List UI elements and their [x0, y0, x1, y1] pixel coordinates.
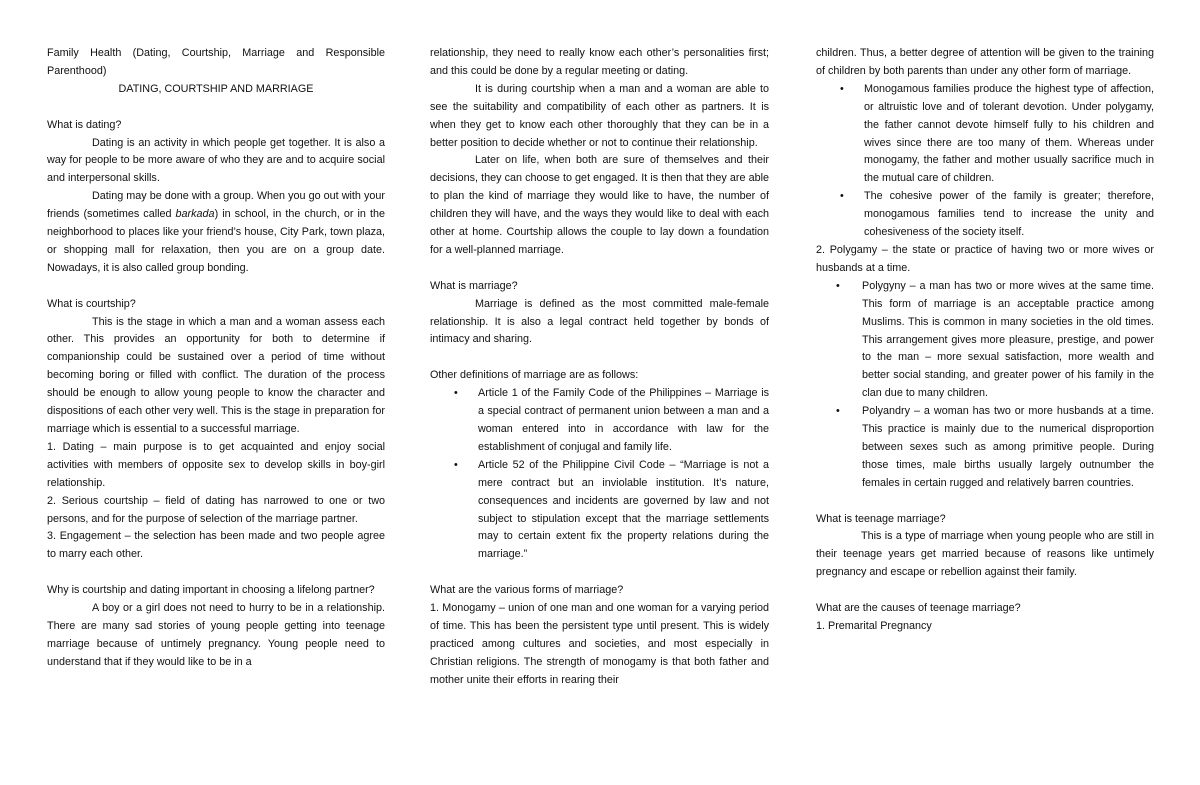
bullet-icon: •	[840, 82, 844, 95]
bullet-item: • The cohesive power of the family is greater; therefore, monogamous families tend to increase the unity and cohesiveness of the society itself.	[840, 190, 1154, 239]
paragraph: relationship, they need to really know each other’s personalities first; and this could be done by a regular meeting or dating.	[430, 47, 769, 77]
question-heading: What is teenage marriage?	[816, 512, 946, 525]
bullet-item: • Polygyny – a man has two or more wives at the same time. This form of marriage is an acceptable practice among Muslims. This is common in many societies in the old times. This arrangement gives more pleasure, prestige, and power to the man – more sexual satisfaction, more wealth and better social standing, and greater power of his family in the clan due to many children.	[836, 279, 1154, 400]
bullet-item: • Polyandry – a woman has two or more husbands at a time. This practice is mainly due to the numerical disproportion between sexes such as among primitive people. During those times, male births usually largely outnumber the females in certain rugged and relatively barren countries.	[836, 405, 1154, 489]
paragraph: Dating is an activity in which people get together. It is also a way for people to be more aware of who they are and to acquire social and interpersonal skills.	[47, 136, 385, 185]
numbered-item: 1. Monogamy – union of one man and one woman for a varying period of time. This has been the persistent type until present. This is widely practiced among cultures and societies, and most especially in Christian religions. The strength of monogamy is that both father and mother unite their efforts in rearing their	[430, 602, 769, 686]
bullet-item: • Article 1 of the Family Code of the Philippines – Marriage is a special contract of permanent union between a man and a woman entered into in accordance with law for the establishment of conjugal and family life.	[454, 387, 769, 453]
bullet-item: • Monogamous families produce the highest type of affection, or altruistic love and of tolerant devotion. Under polygamy, the father cannot devote himself fully to his children and wives since there are too many of them. Whereas under monogamy, the father and mother usually sacrifice much in the mutual care of children.	[840, 82, 1154, 185]
numbered-item: 1. Dating – main purpose is to get acquainted and enjoy social activities with members of opposite sex to develop skills in boy-girl relationship.	[47, 440, 385, 489]
paragraph: This is a type of marriage when young people who are still in their teenage years get married because of reasons like untimely pregnancy and escape or rebellion against their family.	[816, 530, 1154, 579]
question-heading: What is courtship?	[47, 297, 136, 310]
paragraph: Later on life, when both are sure of themselves and their decisions, they can choose to get engaged. It is then that they are able to plan the kind of marriage they would like to have, the number of children they will have, and the ways they would like to deal with each other at home. Courtship allows the couple to lay down a foundation for a well-planned marriage.	[430, 154, 769, 256]
list-intro: Other definitions of marriage are as follows:	[430, 369, 639, 382]
bullet-icon: •	[454, 458, 458, 471]
numbered-item: 1. Premarital Pregnancy	[816, 619, 932, 632]
numbered-item: 3. Engagement – the selection has been made and two people agree to marry each other.	[47, 530, 385, 561]
paragraph: children. Thus, a better degree of attention will be given to the training of children by both parents than under any other form of marriage.	[816, 47, 1154, 77]
bullet-icon: •	[836, 279, 840, 292]
bullet-icon: •	[454, 387, 458, 400]
numbered-item: 2. Serious courtship – field of dating has narrowed to one or two persons, and for the purpose of selection of the marriage partner.	[47, 494, 385, 525]
paragraph: Marriage is defined as the most committed male-female relationship. It is also a legal contract held together by bonds of intimacy and sharing.	[430, 297, 769, 346]
column-1	[47, 45, 385, 672]
question-heading: Why is courtship and dating important in choosing a lifelong partner?	[47, 584, 375, 597]
document-title: Family Health (Dating, Courtship, Marriage and Responsible Parenthood)	[47, 47, 385, 77]
paragraph: Dating may be done with a group. When you go out with your friends (sometimes called barkada) in school, in the church, or in the neighborhood to places like your friend’s house, City Park, town plaza, or shopping mall for relaxation, then you are on a group date. Nowadays, it is also called group bonding.	[47, 190, 385, 274]
numbered-item: 2. Polygamy – the state or practice of having two or more wives or husbands at a time.	[816, 243, 1154, 274]
question-heading: What is dating?	[47, 118, 122, 131]
column-3	[816, 45, 1154, 636]
question-heading: What are the causes of teenage marriage?	[816, 602, 1021, 615]
bullet-item: • Article 52 of the Philippine Civil Code – “Marriage is not a mere contract but an inviolable institution. It’s nature, consequences and incidents are governed by law and not subject to stipulation except that the marriage settlements may to certain extent fix the property relations during the marriage.”	[454, 458, 769, 561]
paragraph: A boy or a girl does not need to hurry to be in a relationship. There are many sad stories of young people getting into teenage marriage because of untimely pregnancy. Young people need to understand that if they would like to be in a	[47, 602, 385, 668]
bullet-icon: •	[836, 405, 840, 418]
bullet-icon: •	[840, 190, 844, 203]
paragraph: It is during courtship when a man and a woman are able to see the suitability and compatibility of each other as partners. It is when they get to know each other thoroughly that they can be in a better position to decide whether or not to continue their relationship.	[430, 82, 769, 149]
question-heading: What is marriage?	[430, 279, 518, 292]
section-heading: DATING, COURTSHIP AND MARRIAGE	[118, 82, 314, 95]
question-heading: What are the various forms of marriage?	[430, 584, 624, 597]
emphasis-term: barkada	[175, 208, 215, 221]
paragraph: This is the stage in which a man and a woman assess each other. This provides an opportunity for both to determine if companionship could be sustained over a period of time without becoming boring or filled with conflict. The duration of the process should be enough to allow young people to know the character and dispositions of each other very well. This is the stage in preparation for marriage which is essential to a successful marriage.	[47, 315, 385, 435]
column-2	[430, 45, 769, 690]
